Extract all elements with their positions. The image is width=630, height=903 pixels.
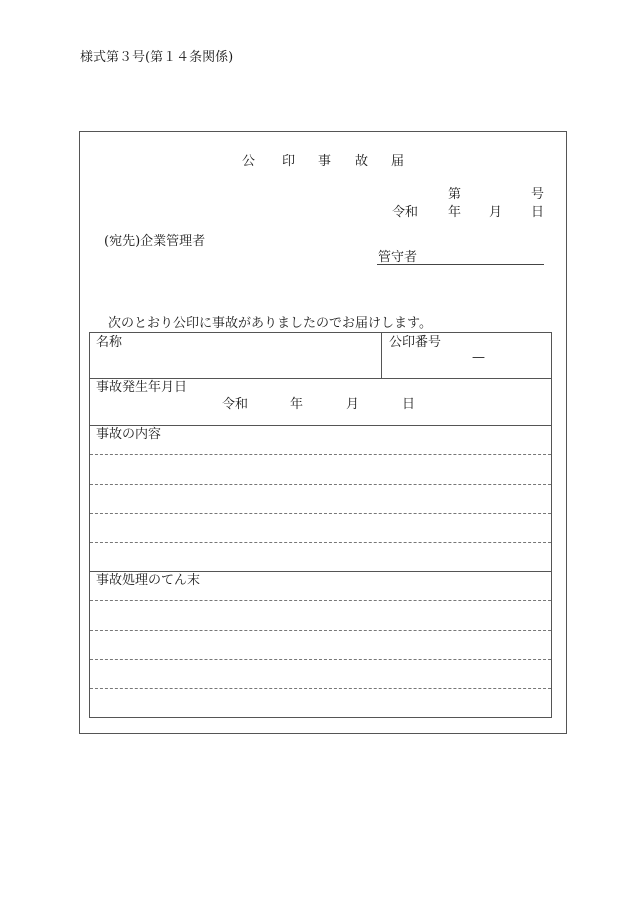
seal-number-label: 公印番号 xyxy=(389,335,442,350)
name-seal-divider xyxy=(381,332,382,378)
occurrence-year: 年 xyxy=(290,397,304,412)
table-row-divider xyxy=(89,425,552,426)
occurrence-day: 日 xyxy=(402,397,416,412)
title-char: 届 xyxy=(391,154,405,169)
title-char: 事 xyxy=(318,154,332,169)
writing-line[interactable] xyxy=(90,513,551,514)
date-era: 令和 xyxy=(392,205,419,220)
incident-content-label: 事故の内容 xyxy=(96,427,162,442)
name-field[interactable] xyxy=(92,356,376,374)
date-month: 月 xyxy=(489,205,503,220)
handling-label: 事故処理のてん末 xyxy=(96,573,201,588)
intro-text: 次のとおり公印に事故がありましたのでお届けします。 xyxy=(108,316,432,331)
custodian-label: 管守者 xyxy=(378,250,418,265)
number-suffix: 号 xyxy=(531,187,545,202)
custodian-signature-line[interactable] xyxy=(377,264,544,265)
addressee: (宛先)企業管理者 xyxy=(104,234,206,249)
date-year: 年 xyxy=(448,205,462,220)
writing-line[interactable] xyxy=(90,659,551,660)
writing-line[interactable] xyxy=(90,630,551,631)
writing-line[interactable] xyxy=(90,454,551,455)
name-label: 名称 xyxy=(96,335,123,350)
table-row-divider xyxy=(89,378,552,379)
title-char: 故 xyxy=(355,154,369,169)
title-char: 公 xyxy=(242,154,256,169)
date-day: 日 xyxy=(531,205,545,220)
occurrence-era: 令和 xyxy=(222,397,249,412)
number-prefix: 第 xyxy=(448,187,462,202)
seal-number-value: — xyxy=(472,350,485,365)
occurrence-month: 月 xyxy=(346,397,360,412)
writing-line[interactable] xyxy=(90,484,551,485)
writing-line[interactable] xyxy=(90,688,551,689)
document-title xyxy=(0,150,630,169)
title-char: 印 xyxy=(282,154,296,169)
occurrence-date-label: 事故発生年月日 xyxy=(96,380,188,395)
writing-line[interactable] xyxy=(90,600,551,601)
writing-line[interactable] xyxy=(90,542,551,543)
table-row-divider xyxy=(89,571,552,572)
form-number-label: 様式第３号(第１４条関係) xyxy=(80,50,234,65)
